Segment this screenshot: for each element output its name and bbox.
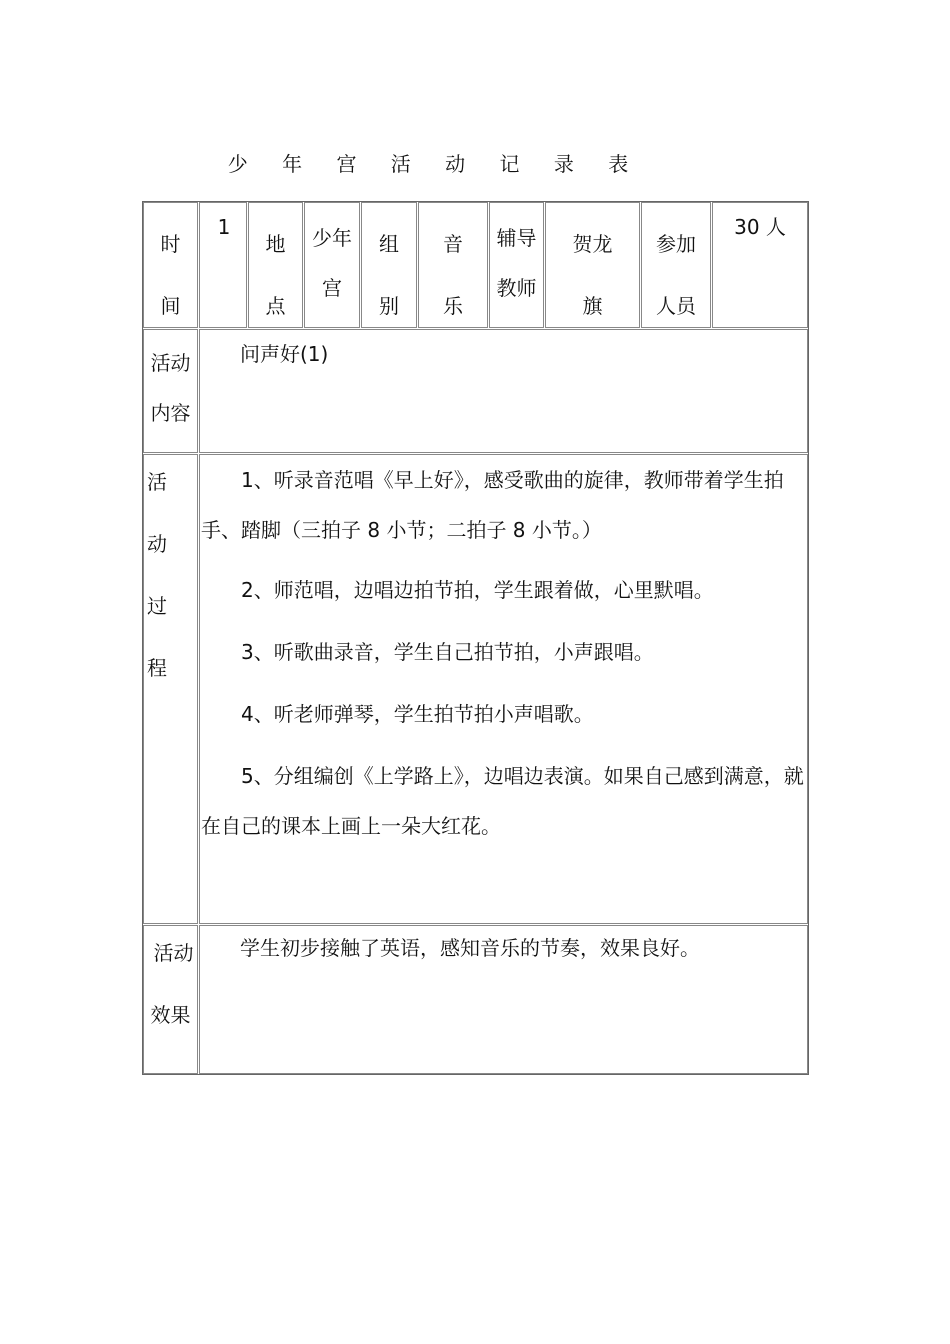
participants-label-cell	[641, 202, 711, 328]
group-label-line2: 别	[379, 294, 399, 318]
place-label-line2: 点	[265, 294, 286, 318]
process-value-cell	[199, 454, 808, 924]
content-value: 问声好(1)	[240, 342, 329, 366]
effect-label-cell	[143, 925, 198, 1074]
teacher-value-line1: 贺龙	[572, 232, 613, 256]
time-value-cell	[199, 202, 247, 328]
place-value-line1: 少年	[312, 226, 352, 250]
process-label-char2: 动	[147, 532, 167, 556]
process-step-5: 5、分组编创《上学路上》，边唱边表演。如果自己感到满意，就在自己的课本上画上一朵大红花。	[201, 764, 804, 838]
participants-label-line1: 参加	[656, 232, 696, 256]
effect-label-line2: 效果	[150, 1003, 191, 1027]
process-label-char4: 程	[147, 656, 167, 680]
content-label-cell	[143, 329, 198, 453]
group-label-line1: 组	[379, 232, 399, 256]
group-label-cell	[361, 202, 417, 328]
group-value-line2: 乐	[443, 294, 463, 318]
teacher-label-cell	[489, 202, 544, 328]
process-step-3: 3、听歌曲录音，学生自己拍节拍，小声跟唱。	[241, 640, 654, 664]
time-value: 1	[217, 215, 231, 239]
place-label-cell	[248, 202, 303, 328]
group-value-line1: 音	[443, 232, 463, 256]
time-label-cell	[143, 202, 198, 328]
participants-label-line2: 人员	[656, 294, 696, 318]
process-step-1: 1、听录音范唱《早上好》，感受歌曲的旋律，教师带着学生拍手、踏脚（三拍子 8 小节；二拍子 8 小节。）	[201, 468, 784, 542]
group-value-cell	[418, 202, 488, 328]
process-label-char3: 过	[147, 594, 167, 618]
participants-value: 30 人	[734, 215, 786, 239]
teacher-label-line2: 教师	[496, 276, 537, 300]
time-label-line1: 时	[160, 232, 181, 256]
place-label-line1: 地	[265, 232, 286, 256]
process-label-char1: 活	[147, 470, 167, 494]
place-value-line2: 宫	[322, 276, 342, 300]
effect-label-line1: 活动	[153, 941, 194, 965]
process-step-2: 2、师范唱，边唱边拍节拍，学生跟着做，心里默唱。	[241, 578, 714, 602]
teacher-value-line2: 旗	[582, 294, 603, 318]
process-label-cell	[143, 454, 198, 924]
teacher-value-cell	[545, 202, 640, 328]
participants-value-cell	[712, 202, 808, 328]
teacher-label-line1: 辅导	[496, 226, 537, 250]
effect-value: 学生初步接触了英语，感知音乐的节奏，效果良好。	[240, 936, 700, 960]
process-step-4: 4、听老师弹琴，学生拍节拍小声唱歌。	[241, 702, 594, 726]
content-label-line2: 内容	[150, 401, 191, 425]
content-value-cell	[199, 329, 808, 453]
effect-value-cell	[199, 925, 808, 1074]
content-label-line1: 活动	[150, 351, 191, 375]
page-title: 少 年 宫 活 动 记 录 表	[227, 152, 643, 176]
time-label-line2: 间	[160, 294, 181, 318]
place-value-cell	[304, 202, 360, 328]
